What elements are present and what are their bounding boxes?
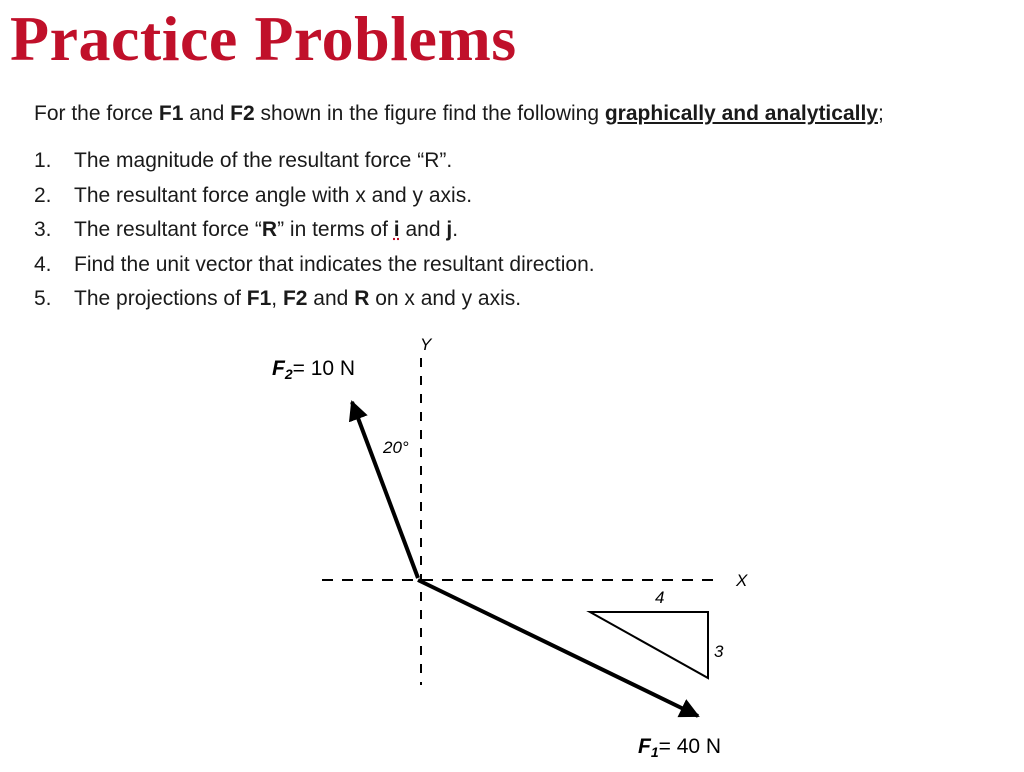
intro-prefix: For the force <box>34 102 159 125</box>
f2-label <box>272 357 355 382</box>
f2-subscript: 2 <box>284 366 293 382</box>
intro-and: and <box>183 102 231 125</box>
triangle-horizontal-label: 4 <box>655 588 665 607</box>
intro-f1: F1 <box>158 102 184 125</box>
item-number: 4. <box>34 252 52 276</box>
f2-vector-arrow <box>352 402 418 578</box>
f1-subscript: 1 <box>650 744 659 760</box>
item-text-d: F2 <box>282 287 308 310</box>
item-text-g: on x and y axis. <box>369 287 522 310</box>
intro-f2: F2 <box>230 102 255 125</box>
y-axis-label: Y <box>420 335 432 354</box>
item-text-e: and <box>307 287 355 310</box>
item-text-f: j <box>446 218 453 241</box>
item-text-d: i <box>393 218 400 241</box>
item-text-c: ” in terms of <box>277 218 394 241</box>
item-text-e: and <box>399 218 447 241</box>
item-text-b: R <box>261 218 278 241</box>
intro-middle: shown in the figure find the following <box>254 102 605 125</box>
item-text-f: R <box>354 287 370 310</box>
item-text-a: The projections of <box>74 287 247 310</box>
x-axis-label: X <box>736 571 748 590</box>
angle-label: 20° <box>383 438 409 457</box>
item-number: 5. <box>34 287 52 310</box>
item-text: The resultant force angle with x and y axis. <box>74 183 473 207</box>
f1-value: = 40 N <box>658 735 722 758</box>
page-title: Practice Problems <box>10 3 517 74</box>
f2-value: = 10 N <box>292 357 356 380</box>
item-text: The magnitude of the resultant force “R”. <box>74 149 453 172</box>
item-text: Find the unit vector that indicates the resultant direction. <box>74 252 595 276</box>
item-number: 1. <box>34 149 52 172</box>
item-text-a: The resultant force “ <box>74 218 262 241</box>
f1-symbol: F <box>638 735 651 758</box>
intro-emphasis: graphically and analytically <box>604 102 878 125</box>
item-number: 3. <box>34 218 52 241</box>
slope-triangle <box>590 612 708 678</box>
item-text-c: , <box>271 287 283 310</box>
intro-suffix: ; <box>877 102 884 125</box>
f2-symbol: F <box>272 357 285 380</box>
item-text-g: . <box>452 218 459 241</box>
f1-label <box>638 735 721 760</box>
item-number: 2. <box>34 183 52 207</box>
triangle-vertical-label: 3 <box>714 642 724 661</box>
item-text-b: F1 <box>246 287 272 310</box>
